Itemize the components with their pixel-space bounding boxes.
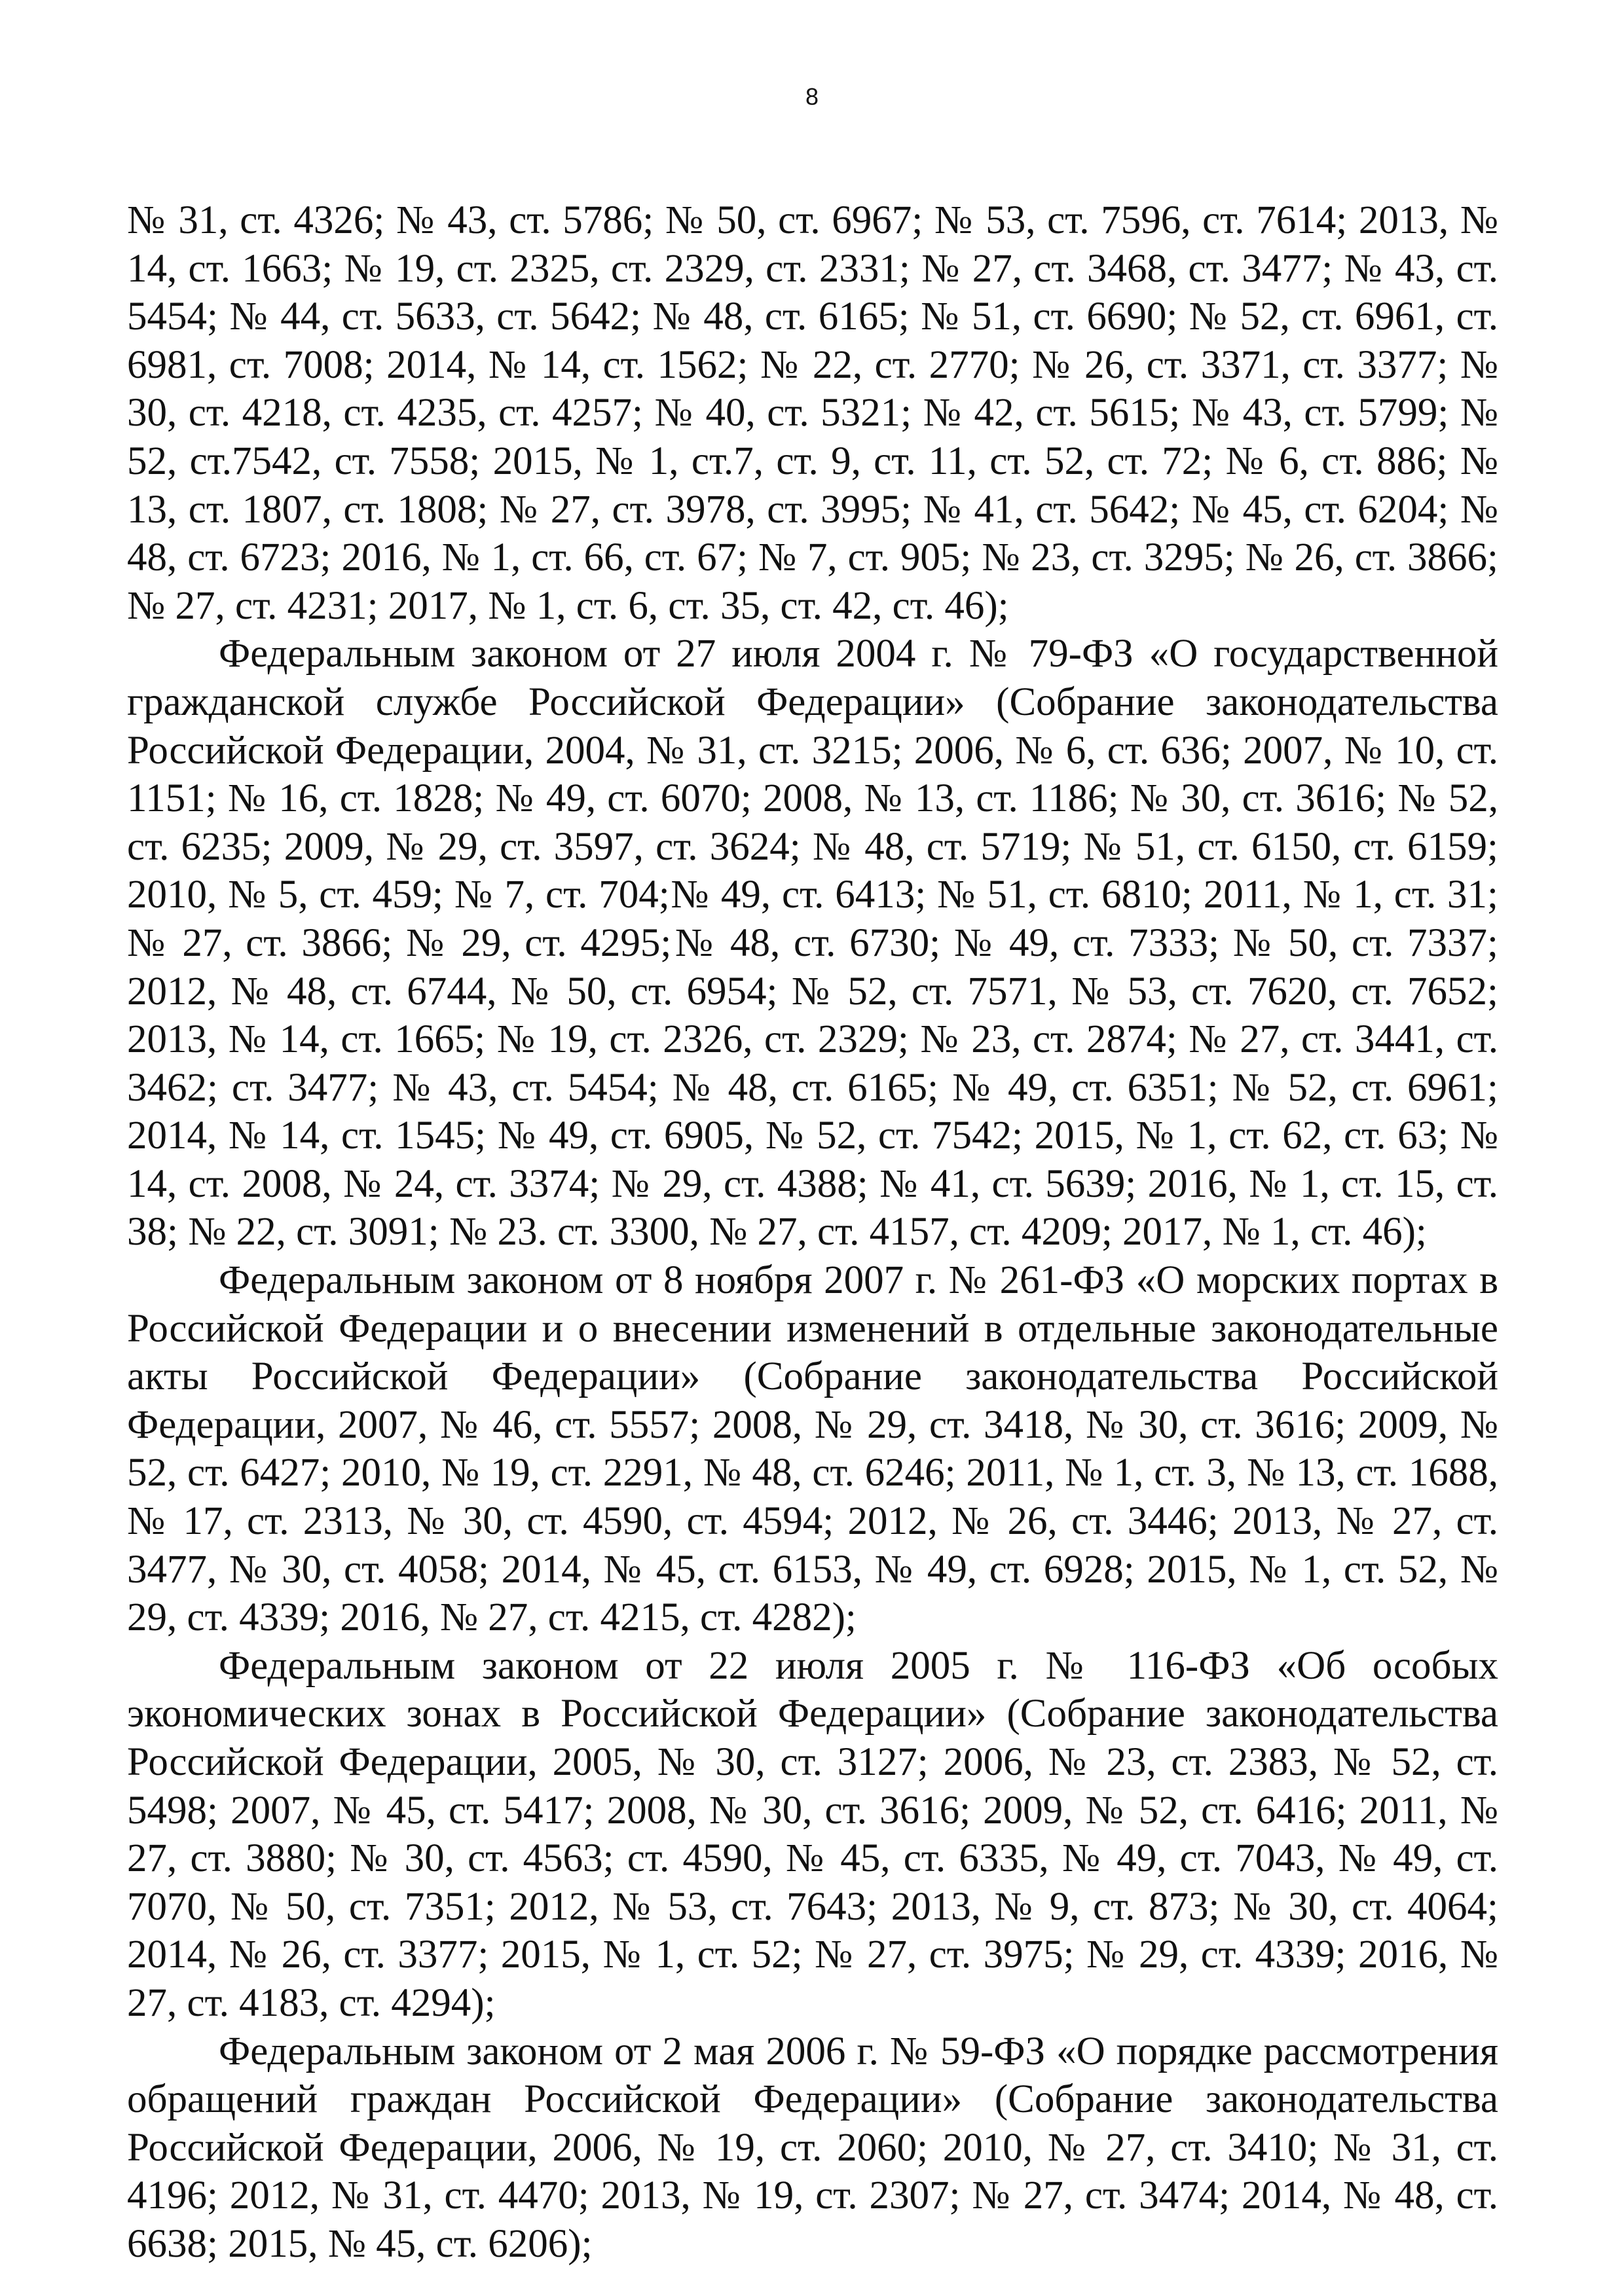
paragraph-law-59-fz: Федеральным законом от 2 мая 2006 г. № 59-ФЗ «О порядке рассмотрения обращений граждан Российской Федерации» (Собрание законодательства Российской Федерации, 2006, № 19, ст. 2060; 2010, № 27, ст. 3410; № 31, ст. 4196; 2012, № 31, ст. 4470; 2013, № 19, ст. 2307; № 27, ст. 3474; 2014, № 48, ст. 6638; 2015, № 45, ст. 6206); <box>127 2029 1498 2266</box>
paragraph-law-79-fz: Федеральным законом от 27 июля 2004 г. № 79-ФЗ «О государственной гражданской службе Российской Федерации» (Собрание законодательства Российской Федерации, 2004, № 31, ст. 3215; 2006, № 6, ст. 636; 2007, № 10, ст. 1151; № 16, ст. 1828; № 49, ст. 6070; 2008, № 13, ст. 1186; № 30, ст. 3616; № 52, ст. 6235; 2009, № 29, ст. 3597, ст. 3624; № 48, ст. 5719; № 51, ст. 6150, ст. 6159; 2010, № 5, ст. 459; № 7, ст. 704;№ 49, ст. 6413; № 51, ст. 6810; 2011, № 1, ст. 31; № 27, ст. 3866; № 29, ст. 4295;№ 48, ст. 6730; № 49, ст. 7333; № 50, ст. 7337; 2012, № 48, ст. 6744, № 50, ст. 6954; № 52, ст. 7571, № 53, ст. 7620, ст. 7652; 2013, № 14, ст. 1665; № 19, ст. 2326, ст. 2329; № 23, ст. 2874; № 27, ст. 3441, ст. 3462; ст. 3477; № 43, ст. 5454; № 48, ст. 6165; № 49, ст. 6351; № 52, ст. 6961; 2014, № 14, ст. 1545; № 49, ст. 6905, № 52, ст. 7542; 2015, № 1, ст. 62, ст. 63; № 14, ст. 2008, № 24, ст. 3374; № 29, ст. 4388; № 41, ст. 5639; 2016, № 1, ст. 15, ст. 38; № 22, ст. 3091; № 23. ст. 3300, № 27, ст. 4157, ст. 4209; 2017, № 1, ст. 46); <box>127 632 1498 1254</box>
page-number: 8 <box>805 83 819 110</box>
paragraph-law-116-fz: Федеральным законом от 22 июля 2005 г. № 116-ФЗ «Об особых экономических зонах в Российской Федерации» (Собрание законодательства Российской Федерации, 2005, № 30, ст. 3127; 2006, № 23, ст. 2383, № 52, ст. 5498; 2007, № 45, ст. 5417; 2008, № 30, ст. 3616; 2009, № 52, ст. 6416; 2011, № 27, ст. 3880; № 30, ст. 4563; ст. 4590, № 45, ст. 6335, № 49, ст. 7043, № 49, ст. 7070, № 50, ст. 7351; 2012, № 53, ст. 7643; 2013, № 9, ст. 873; № 30, ст. 4064; 2014, № 26, ст. 3377; 2015, № 1, ст. 52; № 27, ст. 3975; № 29, ст. 4339; 2016, № 27, ст. 4183, ст. 4294); <box>127 1643 1498 2025</box>
paragraph-law-261-fz: Федеральным законом от 8 ноября 2007 г. № 261-ФЗ «О морских портах в Российской Федерации и о внесении изменений в отдельные законодательные акты Российской Федерации» (Собрание законодательства Российской Федерации, 2007, № 46, ст. 5557; 2008, № 29, ст. 3418, № 30, ст. 3616; 2009, № 52, ст. 6427; 2010, № 19, ст. 2291, № 48, ст. 6246; 2011, № 1, ст. 3, № 13, ст. 1688, № 17, ст. 2313, № 30, ст. 4590, ст. 4594; 2012, № 26, ст. 3446; 2013, № 27, ст. 3477, № 30, ст. 4058; 2014, № 45, ст. 6153, № 49, ст. 6928; 2015, № 1, ст. 52, № 29, ст. 4339; 2016, № 27, ст. 4215, ст. 4282); <box>127 1258 1498 1640</box>
document-body <box>127 196 1498 2269</box>
paragraph-citation-continuation: № 31, ст. 4326; № 43, ст. 5786; № 50, ст. 6967; № 53, ст. 7596, ст. 7614; 2013, № 14, ст. 1663; № 19, ст. 2325, ст. 2329, ст. 2331; № 27, ст. 3468, ст. 3477; № 43, ст. 5454; № 44, ст. 5633, ст. 5642; № 48, ст. 6165; № 51, ст. 6690; № 52, ст. 6961, ст. 6981, ст. 7008; 2014, № 14, ст. 1562; № 22, ст. 2770; № 26, ст. 3371, ст. 3377; № 30, ст. 4218, ст. 4235, ст. 4257; № 40, ст. 5321; № 42, ст. 5615; № 43, ст. 5799; № 52, ст.7542, ст. 7558; 2015, № 1, ст.7, ст. 9, ст. 11, ст. 52, ст. 72; № 6, ст. 886; № 13, ст. 1807, ст. 1808; № 27, ст. 3978, ст. 3995; № 41, ст. 5642; № 45, ст. 6204; № 48, ст. 6723; 2016, № 1, ст. 66, ст. 67; № 7, ст. 905; № 23, ст. 3295; № 26, ст. 3866; № 27, ст. 4231; 2017, № 1, ст. 6, ст. 35, ст. 42, ст. 46); <box>127 198 1498 628</box>
